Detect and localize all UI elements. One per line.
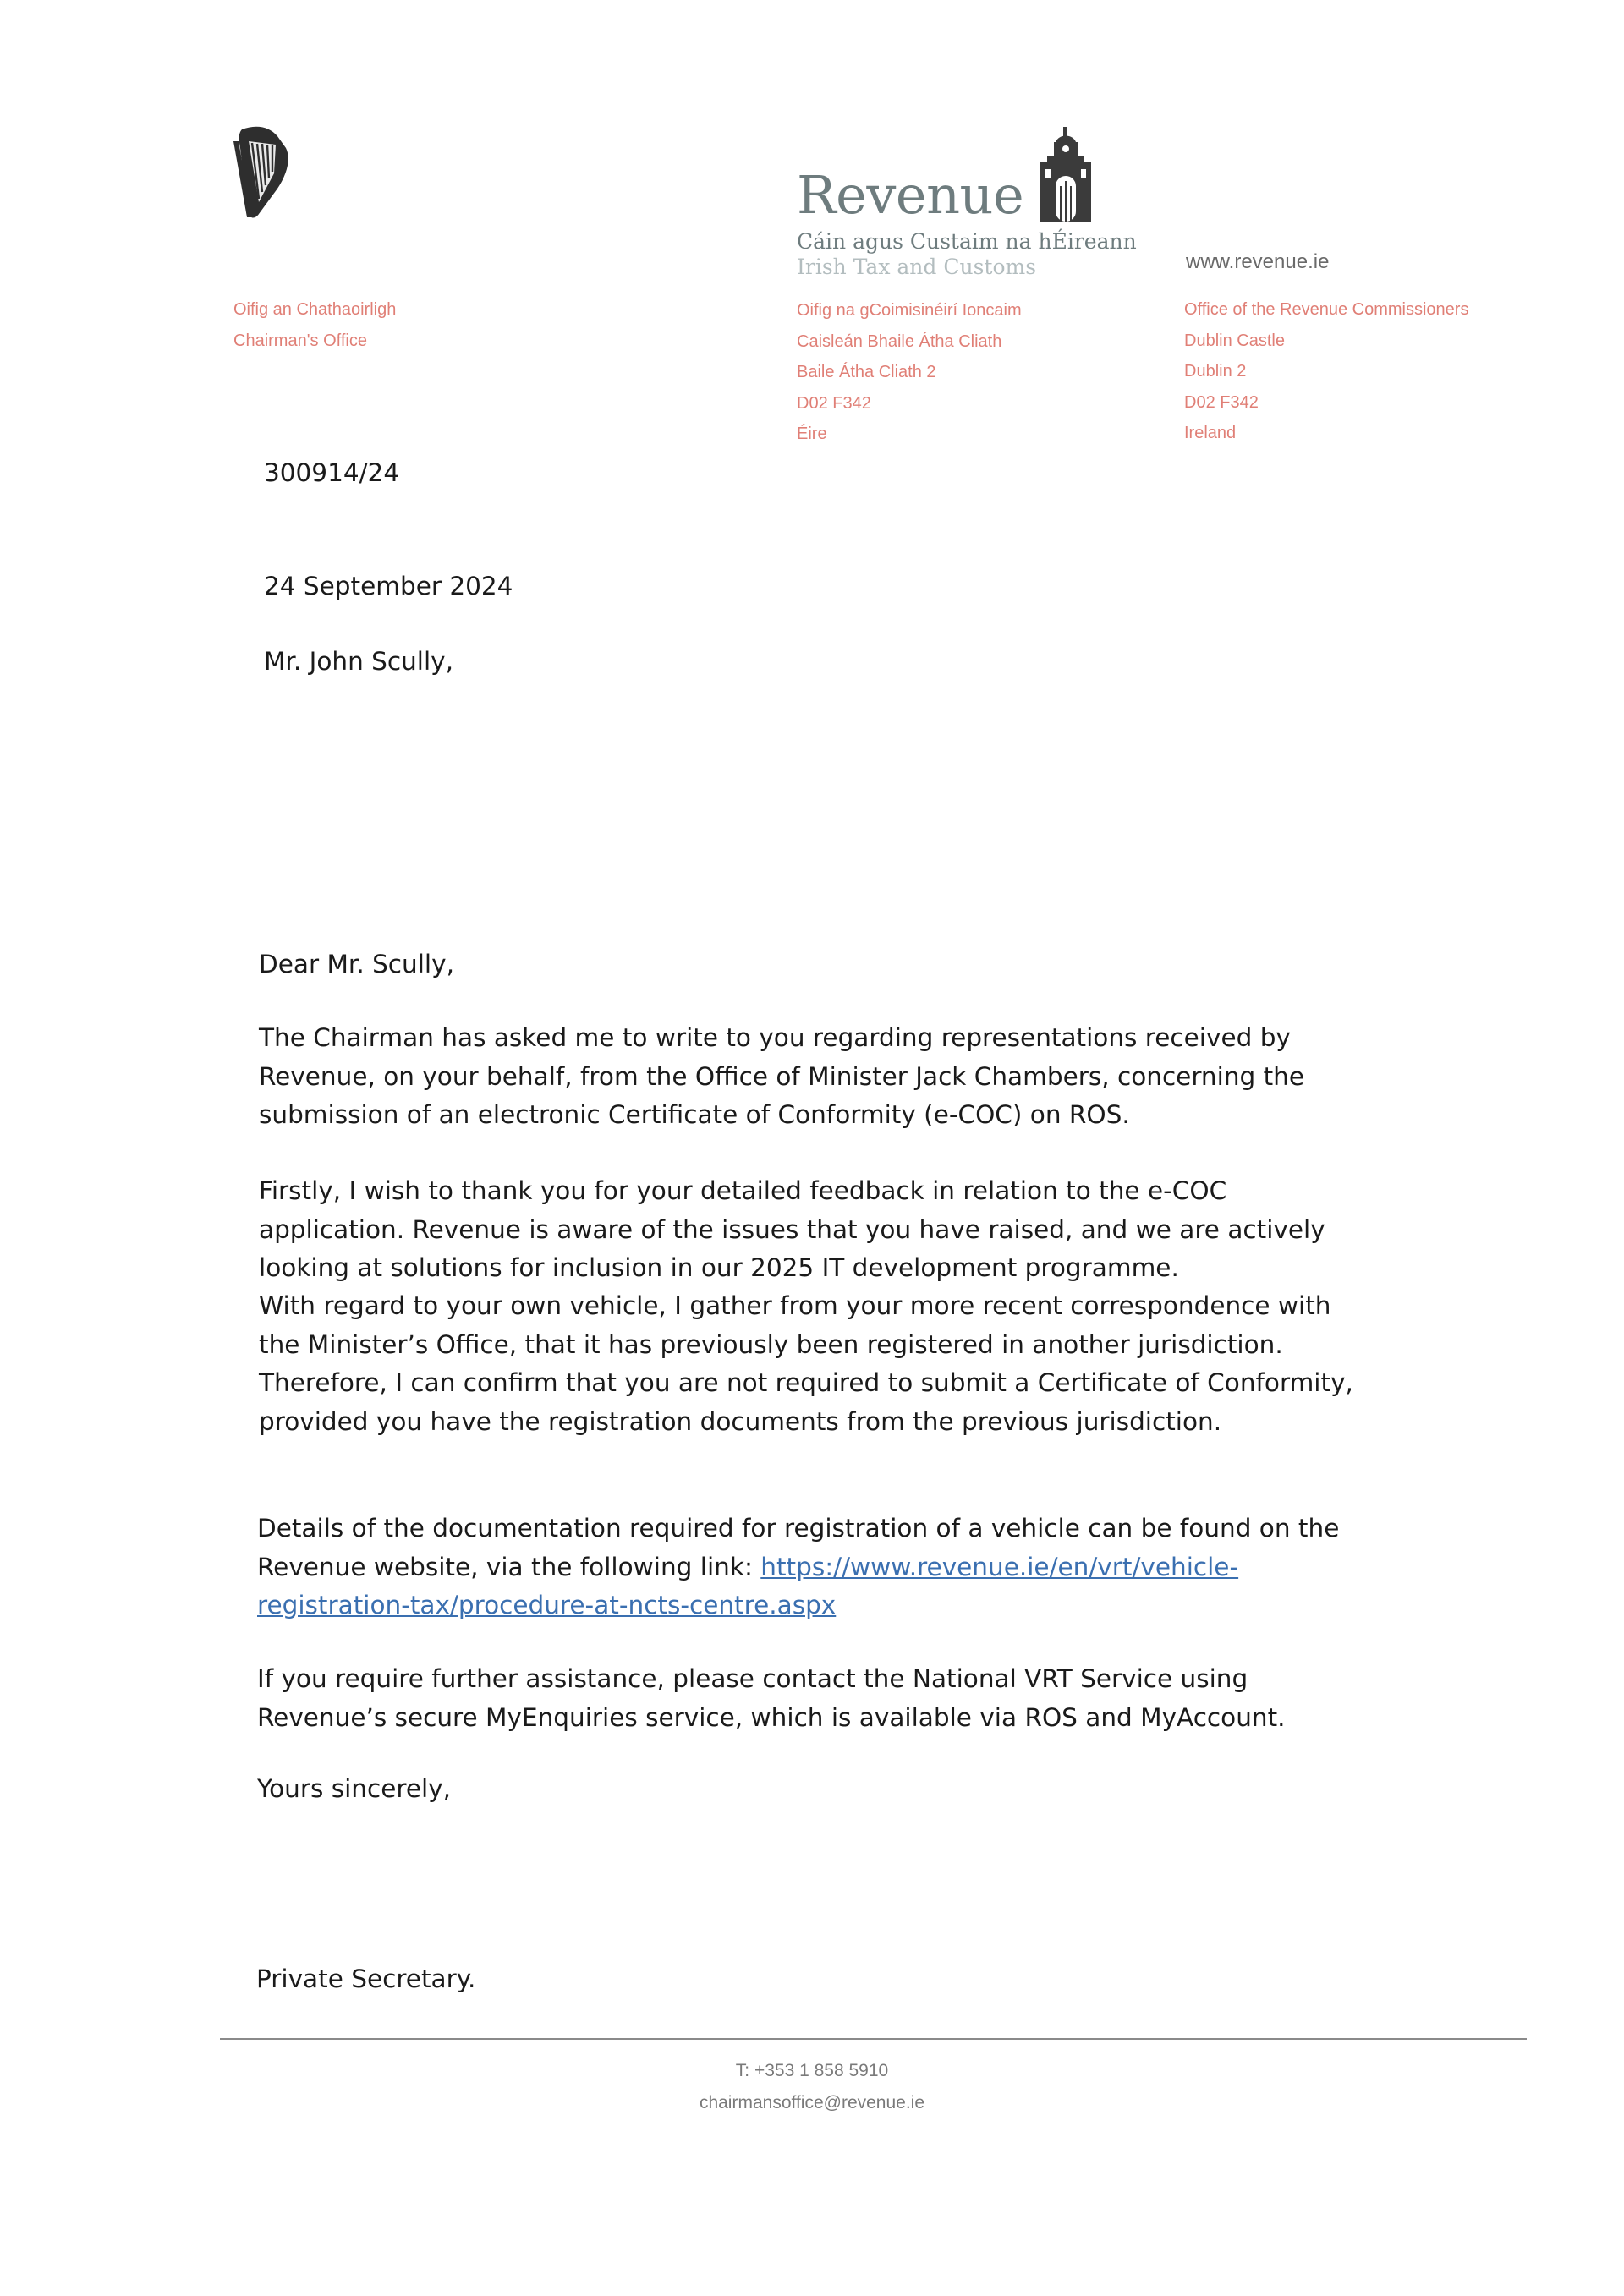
address-line: Oifig an Chathaoirligh — [233, 300, 397, 319]
address-line: Baile Átha Cliath 2 — [797, 363, 936, 381]
footer-contact — [558, 2055, 1066, 2119]
address-line: Oifig na gCoimisinéirí Ioncaim — [797, 301, 1022, 320]
website-url[interactable]: www.revenue.ie — [1186, 250, 1330, 273]
address-line: Ireland — [1184, 424, 1237, 442]
paragraph-3: With regard to your own vehicle, I gather from your more recent correspondence with the Minister’s Office, that it has previously been registered in another jurisdiction. Therefore, I can confirm that you are not required to submit a Certificate of Conformity, provided you have the registration documents from the previous jurisdiction. — [259, 1291, 1353, 1436]
address-line: D02 F342 — [1184, 392, 1259, 412]
brand-irish-tagline: Cáin agus Custaim na hÉireann — [797, 229, 1137, 254]
dublin-castle-tower-icon — [1035, 127, 1096, 222]
closing: Yours sincerely, — [257, 1774, 452, 1803]
left-address-block — [233, 294, 396, 356]
address-line: D02 F342 — [797, 393, 871, 413]
signatory: Private Secretary. — [256, 1964, 476, 1993]
footer-email[interactable]: chairmansoffice@revenue.ie — [699, 2093, 925, 2112]
footer-phone: T: +353 1 858 5910 — [735, 2061, 889, 2080]
brand-name: Revenue — [797, 164, 1024, 226]
paragraph-5: If you require further assistance, please contact the National VRT Service using Revenue’s secure MyEnquiries service, which is available via ROS and MyAccount. — [257, 1664, 1286, 1732]
address-line: Chairman's Office — [233, 331, 367, 350]
right-address-block — [1184, 294, 1468, 449]
middle-address-block — [797, 295, 1022, 450]
letter-date: 24 September 2024 — [264, 572, 513, 600]
salutation: Dear Mr. Scully, — [259, 950, 454, 978]
harp-emblem-icon — [230, 123, 296, 222]
paragraph-2: Firstly, I wish to thank you for your detailed feedback in relation to the e-COC application. Revenue is aware of the issues that you have raised, and we are actively looking at solutions for inclusion in our 2025 IT development programme. — [259, 1176, 1325, 1282]
address-line: Dublin Castle — [1184, 331, 1285, 350]
footer-divider — [220, 2038, 1527, 2040]
procedure-link[interactable]: https://www.revenue.ie/en/vrt/vehicle-registration-tax/procedure-at-ncts-centre.aspx — [257, 1552, 1239, 1619]
address-line: Dublin 2 — [1184, 362, 1247, 381]
paragraph-4 — [257, 1510, 1348, 1625]
address-line: Office of the Revenue Commissioners — [1184, 300, 1469, 319]
address-line: Éire — [797, 425, 827, 443]
reference-number: 300914/24 — [264, 458, 400, 487]
paragraph-4-text: Details of the documentation required for registration of a vehicle can be found on the Revenue website, via the following link: — [257, 1514, 1340, 1581]
paragraph-1: The Chairman has asked me to write to you regarding representations received by Revenue, on your behalf, from the Office of Minister Jack Chambers, concerning the submission of an electronic Certificate of Conformity (e-COC) on ROS. — [259, 1023, 1305, 1129]
brand-english-tagline: Irish Tax and Customs — [797, 255, 1037, 279]
addressee: Mr. John Scully, — [264, 647, 454, 676]
address-line: Caisleán Bhaile Átha Cliath — [797, 332, 1002, 351]
